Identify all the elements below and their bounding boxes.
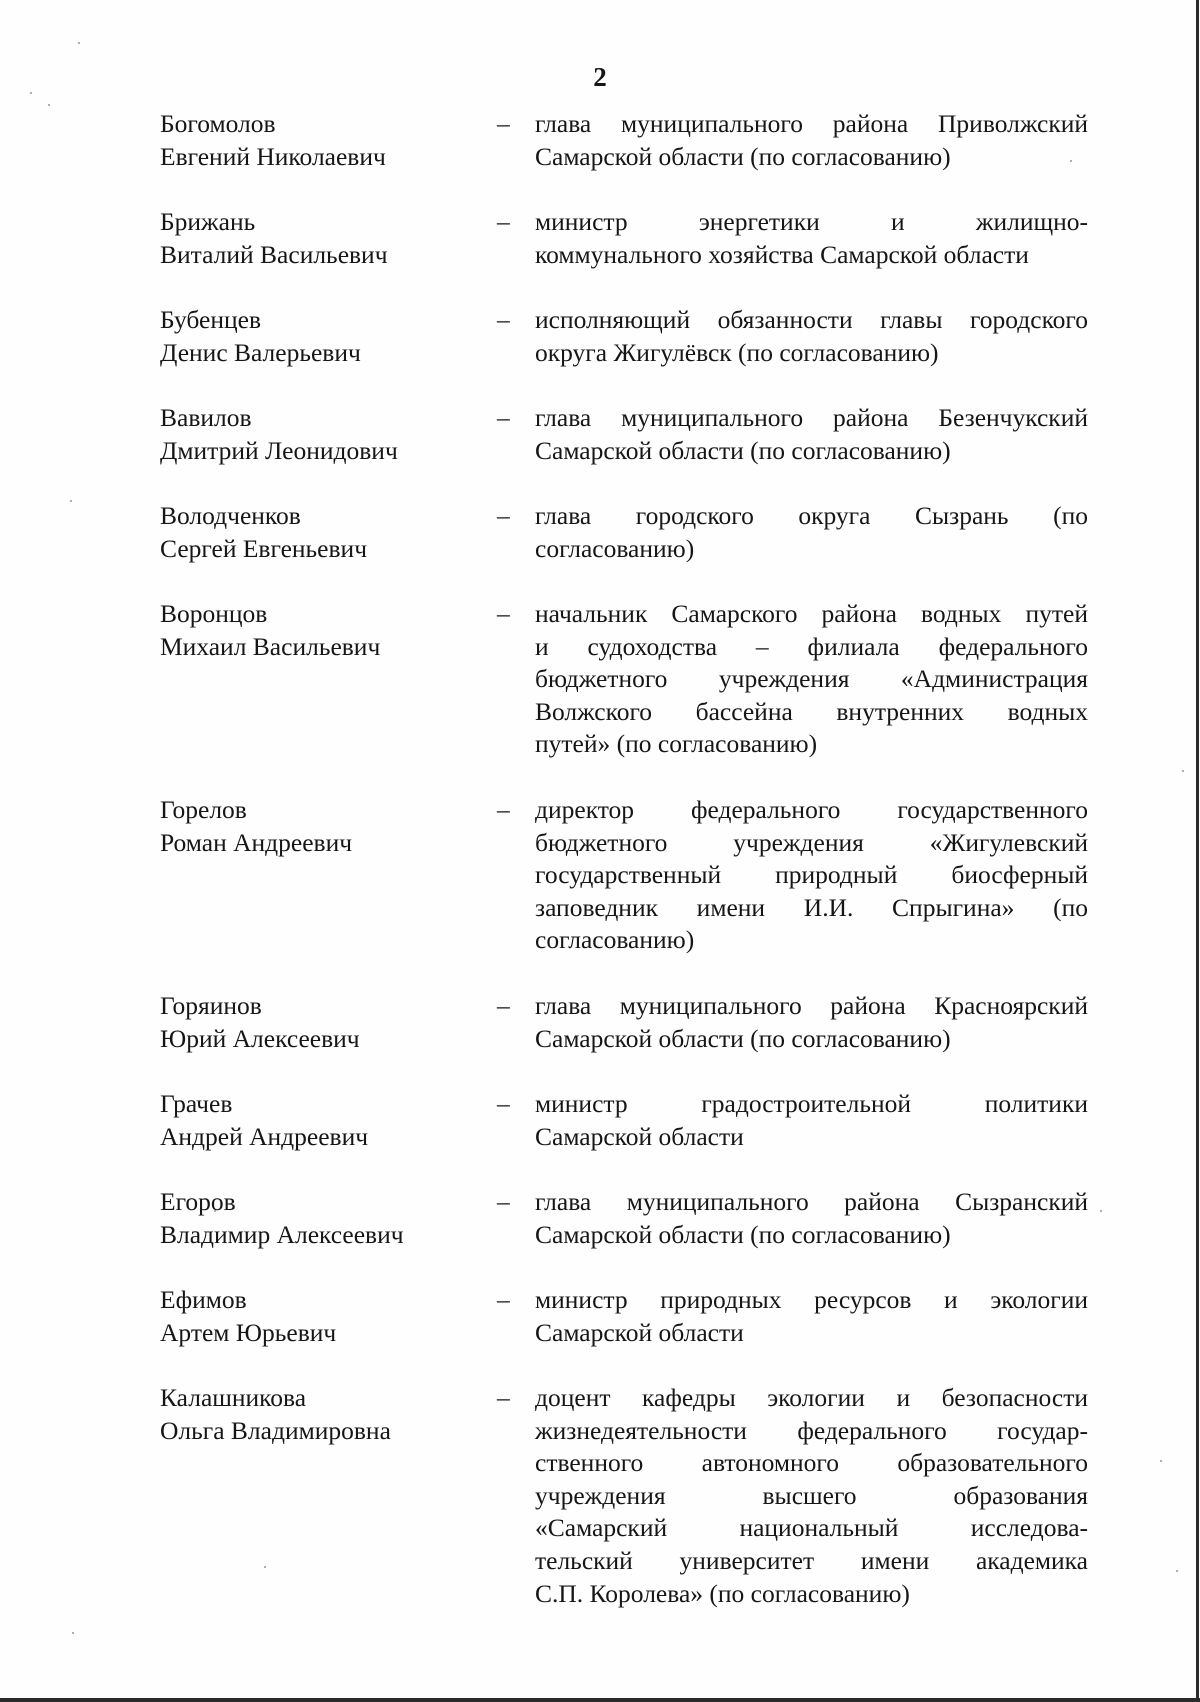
member-name <box>160 304 460 369</box>
member-name <box>160 598 460 663</box>
role-line: министр энергетики и жилищно- <box>535 207 1088 236</box>
scan-speck <box>264 1566 266 1568</box>
role-line: глава муниципального района Красноярский <box>535 991 1088 1020</box>
member-surname: Вавилов <box>160 403 252 432</box>
role-line: Самарской области (по согласованию) <box>535 435 951 465</box>
member-surname: Грачев <box>160 1089 233 1118</box>
member-name <box>160 500 460 565</box>
member-role <box>535 1186 1088 1251</box>
role-line: министр градостроительной политики <box>535 1089 1088 1118</box>
role-line: учреждения высшего образования <box>535 1480 1088 1510</box>
entry-dash: – <box>497 1089 510 1118</box>
entry-dash: – <box>497 305 510 334</box>
role-line: коммунального хозяйства Самарской области <box>535 239 1029 269</box>
role-line: Самарской области <box>535 1317 744 1347</box>
scan-speck <box>70 500 72 502</box>
role-line: доцент кафедры экологии и безопасности <box>535 1383 1088 1412</box>
role-line: и судоходства – филиала федерального <box>535 631 1088 661</box>
member-role <box>535 500 1088 565</box>
member-given-names: Михаил Васильевич <box>160 631 381 661</box>
role-line: бюджетного учреждения «Жигулевский <box>535 827 1088 857</box>
member-role <box>535 1088 1088 1153</box>
member-surname: Калашникова <box>160 1383 307 1412</box>
entry-dash: – <box>497 207 510 236</box>
role-line: бюджетного учреждения «Администрация <box>535 664 1088 694</box>
scan-speck <box>1182 770 1184 772</box>
member-name <box>160 1284 460 1349</box>
member-given-names: Владимир Алексеевич <box>160 1219 404 1249</box>
member-role <box>535 402 1088 467</box>
entry-dash: – <box>497 1285 510 1314</box>
member-given-names: Артем Юрьевич <box>160 1317 337 1347</box>
member-given-names: Денис Валерьевич <box>160 337 361 367</box>
member-name <box>160 108 460 173</box>
member-surname: Егоров <box>160 1187 236 1216</box>
role-line: глава муниципального района Сызранский <box>535 1187 1088 1216</box>
role-line: «Самарский национальный исследова- <box>535 1513 1088 1543</box>
member-name <box>160 794 460 859</box>
member-role <box>535 304 1088 369</box>
role-line: жизнедеятельности федерального государ- <box>535 1415 1088 1445</box>
scan-speck <box>48 104 50 106</box>
scan-edge-right <box>1196 0 1199 1702</box>
member-role <box>535 1382 1088 1610</box>
scan-speck <box>1176 1570 1178 1572</box>
member-name <box>160 1186 460 1251</box>
member-surname: Ефимов <box>160 1285 247 1314</box>
role-line: заповедник имени И.И. Спрыгина» (по <box>535 892 1088 922</box>
member-given-names: Виталий Васильевич <box>160 239 388 269</box>
entry-dash: – <box>497 1383 510 1412</box>
role-line: тельский университет имени академика <box>535 1545 1088 1575</box>
member-role <box>535 108 1088 173</box>
member-name <box>160 1382 460 1447</box>
member-surname: Горяинов <box>160 991 262 1020</box>
role-line: глава городского округа Сызрань (по <box>535 501 1088 530</box>
member-role <box>535 794 1088 957</box>
member-surname: Горелов <box>160 795 247 824</box>
role-line: глава муниципального района Безенчукский <box>535 403 1088 432</box>
role-line: Волжского бассейна внутренних водных <box>535 696 1088 726</box>
role-line: государственный природный биосферный <box>535 860 1088 890</box>
role-line: Самарской области (по согласованию) <box>535 141 951 171</box>
role-line: Самарской области <box>535 1121 744 1151</box>
entry-dash: – <box>497 599 510 628</box>
member-role <box>535 598 1088 761</box>
role-line: округа Жигулёвск (по согласованию) <box>535 337 939 367</box>
role-line: Самарской области (по согласованию) <box>535 1023 951 1053</box>
role-line: Самарской области (по согласованию) <box>535 1219 951 1249</box>
role-line: ственного автономного образовательного <box>535 1448 1088 1478</box>
role-line: директор федерального государственного <box>535 795 1088 824</box>
member-name <box>160 990 460 1055</box>
entry-dash: – <box>497 501 510 530</box>
member-surname: Брижань <box>160 207 256 236</box>
scan-speck <box>72 1632 74 1634</box>
entry-dash: – <box>497 795 510 824</box>
role-line: начальник Самарского района водных путей <box>535 599 1088 628</box>
entry-dash: – <box>497 109 510 138</box>
scan-edge-bottom <box>0 1698 1200 1702</box>
role-line: согласованию) <box>535 533 695 563</box>
role-line: согласованию) <box>535 925 695 955</box>
member-role <box>535 1284 1088 1349</box>
member-surname: Богомолов <box>160 109 276 138</box>
scan-speck <box>30 92 32 94</box>
role-line: министр природных ресурсов и экологии <box>535 1285 1088 1314</box>
role-line: исполняющий обязанности главы городского <box>535 305 1088 334</box>
scan-speck <box>78 42 80 44</box>
member-role <box>535 206 1088 271</box>
member-surname: Володченков <box>160 501 301 530</box>
entry-dash: – <box>497 1187 510 1216</box>
member-role <box>535 990 1088 1055</box>
member-given-names: Юрий Алексеевич <box>160 1023 360 1053</box>
member-surname: Воронцов <box>160 599 268 628</box>
entry-dash: – <box>497 991 510 1020</box>
member-given-names: Евгений Николаевич <box>160 141 386 171</box>
member-name <box>160 1088 460 1153</box>
page-number: 2 <box>593 62 607 92</box>
role-line: глава муниципального района Приволжский <box>535 109 1088 138</box>
role-line: путей» (по согласованию) <box>535 729 818 759</box>
member-name <box>160 206 460 271</box>
member-given-names: Сергей Евгеньевич <box>160 533 368 563</box>
scan-speck <box>1160 1460 1162 1462</box>
member-given-names: Андрей Андреевич <box>160 1121 369 1151</box>
scan-speck <box>1100 1210 1102 1212</box>
member-given-names: Роман Андреевич <box>160 827 353 857</box>
member-name <box>160 402 460 467</box>
member-given-names: Дмитрий Леонидович <box>160 435 398 465</box>
entry-dash: – <box>497 403 510 432</box>
member-given-names: Ольга Владимировна <box>160 1415 391 1445</box>
role-line: С.П. Королева» (по согласованию) <box>535 1578 910 1608</box>
member-surname: Бубенцев <box>160 305 262 334</box>
